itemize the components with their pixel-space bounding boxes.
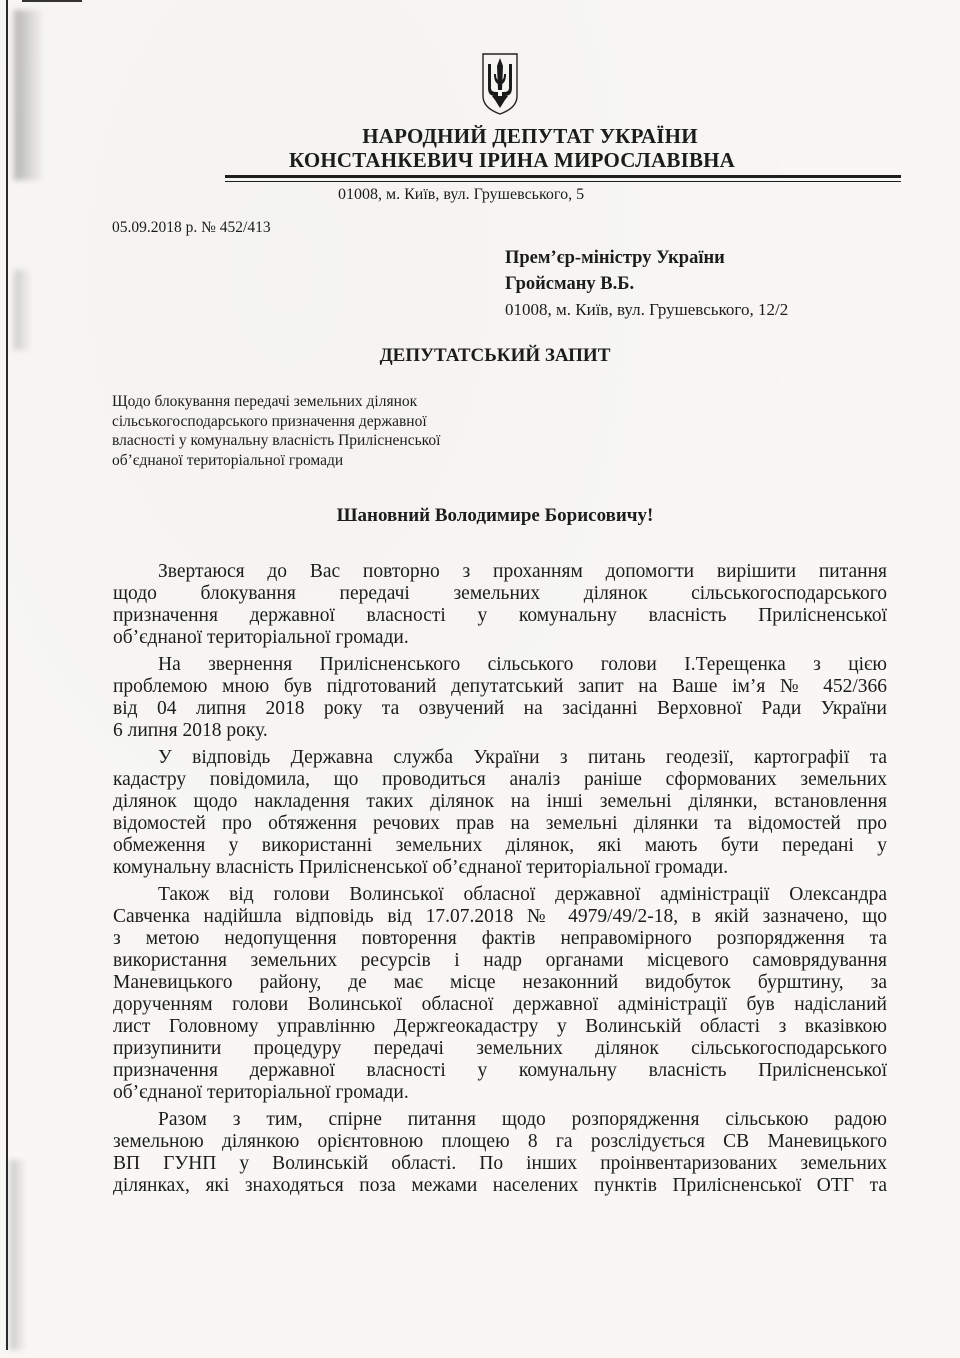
body-line: Разом з тим, спірне питання щодо розпорядження сільською радою	[158, 1109, 887, 1130]
recipient-name: Гройсману В.Б.	[505, 274, 635, 294]
body-line: призначення державної власності у комунальну власність Прилісненської	[113, 1060, 887, 1081]
body-line: проблемою мною був підготований депутатський запит на Ваше ім’я № 452/366	[113, 676, 887, 697]
body-line: лист Головному управлінню Держгеокадастру у Волинській області з вказівкою	[113, 1016, 887, 1037]
paragraph	[113, 1109, 887, 1197]
recipient-address: 01008, м. Київ, вул. Грушевського, 12/2	[505, 300, 789, 319]
letterhead-title: НАРОДНИЙ ДЕПУТАТ УКРАЇНИ	[362, 124, 698, 148]
paragraph	[113, 884, 887, 1104]
subject-block	[112, 392, 542, 470]
subject-line: сільськогосподарського призначення державної	[112, 412, 427, 430]
body-line: призупинити процедуру передачі земельних ділянок сільськогосподарського	[113, 1038, 887, 1059]
letterhead-rule-thick	[225, 175, 901, 178]
body-line: щодо блокування передачі земельних ділянок сільськогосподарського	[113, 583, 887, 604]
paragraph	[113, 654, 887, 742]
document-title: ДЕПУТАТСЬКИЙ ЗАПИТ	[379, 345, 611, 366]
letterhead-address: 01008, м. Київ, вул. Грушевського, 5	[338, 186, 585, 203]
scan-shadow	[14, 10, 44, 180]
body-line: У відповідь Державна служба України з питань геодезії, картографії та	[158, 747, 887, 768]
body-line: Маневицького району, де має місце незаконний видобуток бурштину, за	[113, 972, 887, 993]
body-line: від 04 липня 2018 року та озвучений на засіданні Верховної Ради України	[113, 698, 887, 719]
body-line: об’єднаної територіальної громади.	[113, 1082, 409, 1103]
body-line: Також від голови Волинської обласної державної адміністрації Олександра	[158, 884, 887, 905]
body-line: дорученням голови Волинської обласної державної адміністрації був надісланий	[113, 994, 887, 1015]
trident-emblem-icon	[481, 52, 519, 116]
body-line: призначення державної власності у комунальну власність Прилісненської	[113, 605, 887, 626]
scan-edge	[6, 0, 8, 1350]
subject-line: об’єднаної територіальної громади	[112, 451, 344, 469]
document-reference: 05.09.2018 р. № 452/413	[112, 219, 271, 236]
body-line: земельною ділянкою орієнтовною площею 8 га розслідується СВ Маневицького	[113, 1131, 887, 1152]
body-line: об’єднаної територіальної громади.	[113, 627, 409, 648]
body-line: ділянок щодо накладення таких ділянок на інші земельні ділянки, встановлення	[113, 791, 887, 812]
letter-body	[113, 561, 887, 1202]
body-line: комунальну власність Прилісненської об’єднаної територіальної громади.	[113, 857, 729, 878]
scan-artifact-line	[22, 0, 82, 2]
letterhead-deputy-name: КОНСТАНКЕВИЧ ІРИНА МИРОСЛАВІВНА	[288, 148, 736, 172]
body-line: обмеження у використанні земельних ділянок, які мають бути передані у	[113, 835, 887, 856]
body-line: На звернення Прилісненського сільського голови І.Терещенка з цією	[158, 654, 887, 675]
salutation: Шановний Володимире Борисовичу!	[336, 505, 654, 526]
body-line: Савченка надійшла відповідь від 17.07.2018 № 4979/49/2-18, в якій зазначено, що	[113, 906, 887, 927]
paragraph	[113, 561, 887, 649]
letterhead-rule-thin	[225, 181, 901, 182]
body-line: Звертаюся до Вас повторно з проханням допомогти вирішити питання	[158, 561, 887, 582]
subject-line: власності у комунальну власність Прилісненської	[112, 432, 441, 449]
recipient-position: Прем’єр-міністру України	[505, 248, 725, 268]
scan-shadow	[14, 270, 32, 350]
body-line: ділянках, які знаходяться поза межами населених пунктів Прилісненської ОТГ та	[113, 1175, 887, 1196]
body-line: з метою недопущення повторення фактів неправомірного розпорядження та	[113, 928, 887, 949]
body-line: 6 липня 2018 року.	[113, 720, 268, 741]
paragraph	[113, 747, 887, 879]
body-line: кадастру повідомила, що проводиться аналіз раніше сформованих земельних	[113, 769, 887, 790]
scan-shadow	[10, 1160, 26, 1350]
subject-line: Щодо блокування передачі земельних ділянок	[112, 393, 418, 410]
body-line: відомостей про обтяження речових прав на земельні ділянки та відомостей про	[113, 813, 887, 834]
body-line: ВП ГУНП у Волинській області. По інших проінвентаризованих земельних	[113, 1153, 887, 1174]
body-line: використання земельних ресурсів і надр органами місцевого самоврядування	[113, 950, 887, 971]
